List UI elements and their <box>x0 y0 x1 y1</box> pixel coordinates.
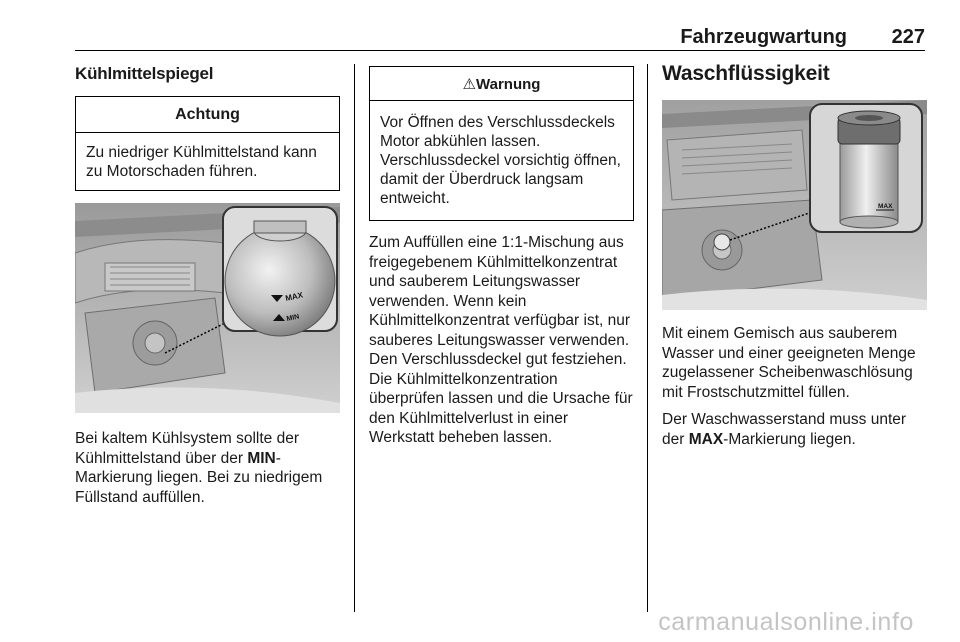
engine-bay-coolant-illustration <box>75 203 340 413</box>
caution-box <box>75 96 340 191</box>
washer-fill-paragraph: Mit einem Gemisch aus sauberem Wasser und einer geeigneten Menge zugelassener Scheibenwaschlösung mit Frostschutzmittel füllen. <box>662 325 916 401</box>
coolant-text-start: Bei kaltem Kühlsystem sollte der Kühlmittelstand über der <box>75 430 299 467</box>
engine-bay-washer-illustration <box>662 100 927 310</box>
coolant-reservoir-figure <box>75 203 340 413</box>
refill-paragraph: Zum Auffüllen eine 1:1-Mischung aus freigegebenem Kühlmittelkonzentrat und sauberem Leitungswasser verwenden. Wenn kein Kühlmittelkonzentrat verfügbar ist, nur sauberes Leitungswasser verwenden. Den Verschlussdeckel gut festziehen. Die Kühlmittelkonzentration überprüfen lassen und die Ursache für den Kühlmittelverlust in einer Werkstatt beheben lassen. <box>369 234 633 446</box>
watermark: carmanualsonline.info <box>658 608 914 636</box>
page-header <box>75 24 925 51</box>
warning-text: Vor Öffnen des Verschlussdeckels Motor abkühlen lassen. Verschlussdeckel vorsichtig öffnen, damit der Überdruck langsam entweicht. <box>380 114 621 207</box>
coolant-paragraph <box>75 429 340 507</box>
max-mark-label: MAX <box>284 290 304 303</box>
washer-reservoir-figure <box>662 100 927 310</box>
column-washer-fluid <box>662 62 927 457</box>
max-bold-label: MAX <box>688 430 724 448</box>
section-heading-coolant-level: Kühlmittelspiegel <box>75 64 214 83</box>
warning-title: Warnung <box>476 76 541 93</box>
column-coolant-warning <box>369 66 634 456</box>
washer-level-paragraph <box>662 410 927 449</box>
coolant-text-end: -Markierung liegen. Bei zu niedrigem Füllstand auffüllen. <box>75 449 323 506</box>
warning-box <box>369 66 634 221</box>
page-number: 227 <box>891 26 925 48</box>
min-mark-label: MIN <box>285 313 300 323</box>
warning-title-row <box>370 67 633 101</box>
caution-text: Zu niedriger Kühlmittelstand kann zu Motorschaden führen. <box>86 144 317 180</box>
caution-title: Achtung <box>76 97 339 133</box>
washer-max-mark-label: MAX <box>878 203 893 210</box>
washer-text-start: Der Waschwasserstand muss unter der <box>662 411 907 448</box>
column-divider-right <box>647 64 648 612</box>
chapter-title: Fahrzeugwartung <box>680 26 847 48</box>
column-coolant <box>75 62 340 515</box>
washer-text-end: -Markierung liegen. <box>723 430 856 448</box>
warning-triangle-icon: ⚠ <box>462 76 476 93</box>
column-divider-left <box>354 64 355 612</box>
section-heading-washer-fluid: Waschflüssigkeit <box>662 62 830 85</box>
min-bold-label: MIN <box>247 449 276 467</box>
